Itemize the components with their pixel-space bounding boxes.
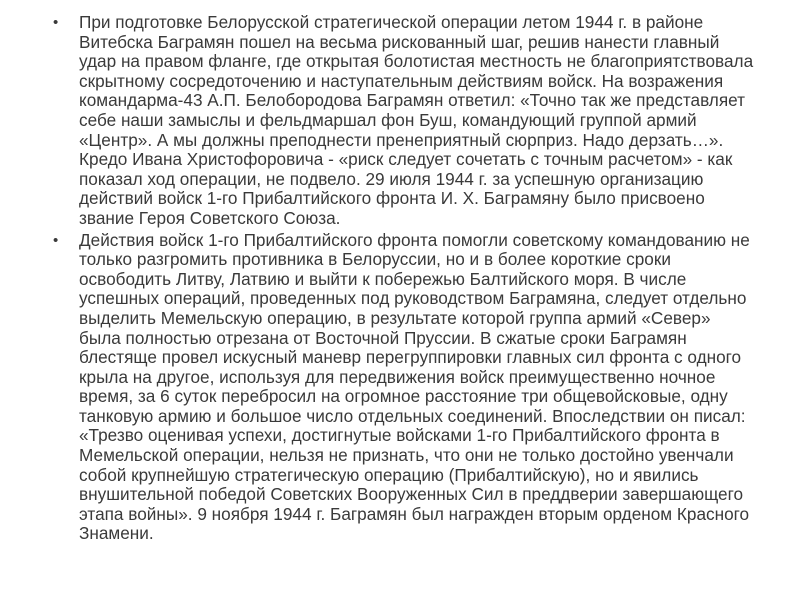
bullet-item-operation bbox=[53, 13, 756, 229]
bullet-text-memel: Действия войск 1-го Прибалтийского фронта помогли советскому командованию не только разгромить противника в Белоруссии, но и в более короткие сроки освободить Литву, Латвию и выйти к побережью Балтийского моря. В числе успешных операций, проведенных под руководством Баграмяна, следует отдельно выделить Мемельскую операцию, в результате которой группа армий «Север» была полностью отрезана от Восточной Пруссии. В сжатые сроки Баграмян блестяще провел искусный маневр перегруппировки главных сил фронта с одного крыла на другое, используя для передвижения войск преимущественно ночное время, за 6 суток перебросил на огромное расстояние три общевойсковые, одну танковую армию и большое число отдельных соединений. Впоследствии он писал: «Трезво оценивая успехи, достигнутые войсками 1-го Прибалтийского фронта в Мемельской операции, нельзя не признать, что они не только достойно увенчали собой крупнейшую стратегическую операцию (Прибалтийскую), но и явились внушительной победой Советских Вооруженных Сил в преддверии завершающего этапа войны». 9 ноября 1944 г. Баграмян был награжден вторым орденом Красного Знамени. bbox=[79, 229, 750, 544]
bullet-marker: • bbox=[53, 231, 59, 249]
bullet-text-operation: При подготовке Белорусской стратегической операции летом 1944 г. в районе Витебска Баграмян пошел на весьма рискованный шаг, решив нанести главный удар на правом фланге, где открытая болотистая местность не благоприятствовала скрытному сосредоточению и наступательным действиям войск. На возражения командарма-43 А.П. Белобородова Баграмян ответил: «Точно так же представляет себе наши замыслы и фельдмаршал фон Буш, командующий группой армий «Центр». А мы должны преподнести пренеприятный сюрприз. Надо дерзать…». Кредо Ивана Христофоровича - «риск следует сочетать с точным расчетом» - как показал ход операции, не подвело. 29 июля 1944 г. за успешную организацию действий войск 1-го Прибалтийского фронта И. Х. Баграмяну было присвоено звание Героя Советского Союза. bbox=[79, 12, 754, 228]
bullet-list bbox=[53, 13, 756, 544]
bullet-item-memel bbox=[53, 231, 756, 545]
bullet-marker: • bbox=[53, 14, 59, 31]
